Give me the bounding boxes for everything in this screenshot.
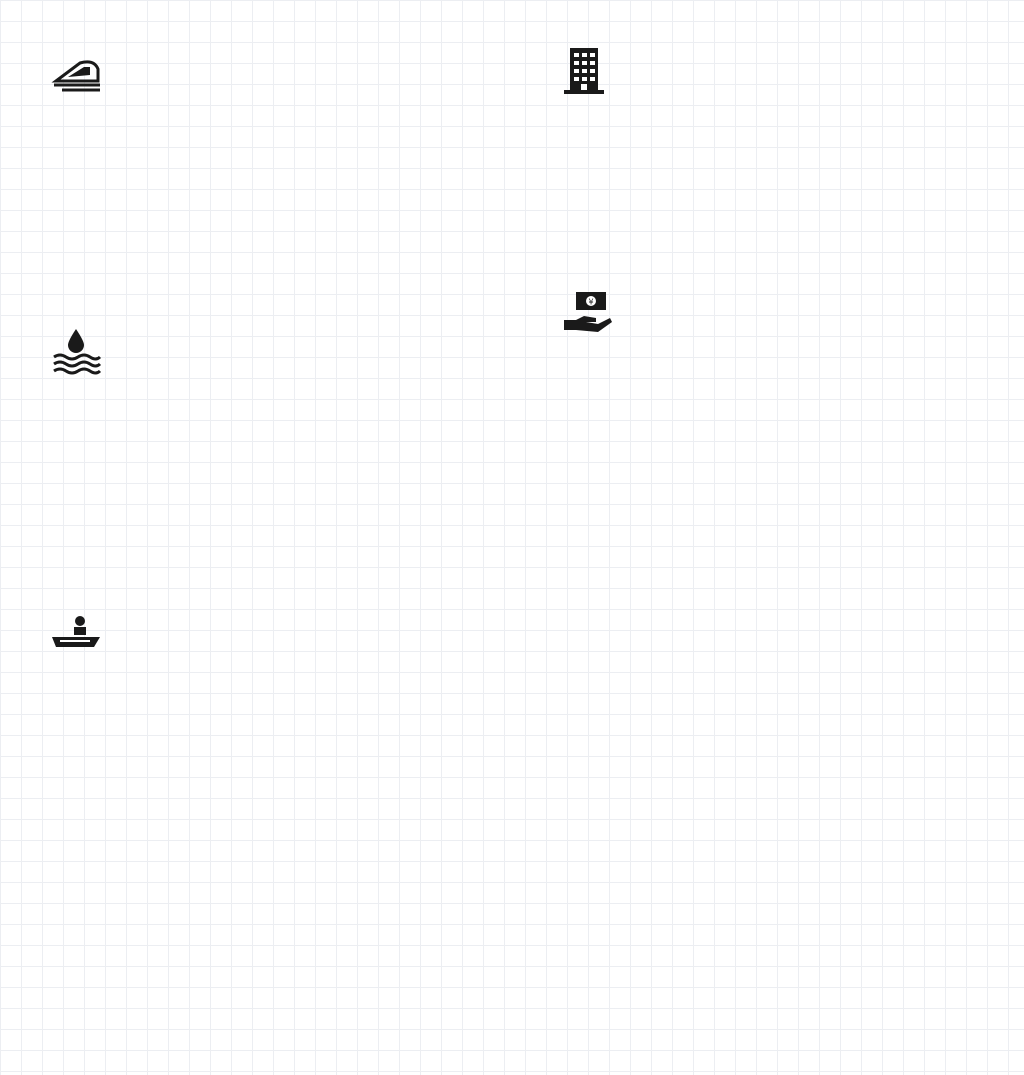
money-hand-icon [562,288,618,338]
office-building-icon [562,46,618,96]
section-heading-finance [562,288,628,338]
svg-text:¥: ¥ [588,297,594,307]
section-heading-general [562,46,628,96]
section-heading-boat [50,608,116,658]
water-drop-icon [50,326,106,376]
section-heading-water [50,326,116,376]
section-heading-shinkansen [50,48,116,98]
bullet-train-icon [50,48,106,98]
speedboat-icon [50,608,106,658]
crowd-illustration [562,760,982,1010]
